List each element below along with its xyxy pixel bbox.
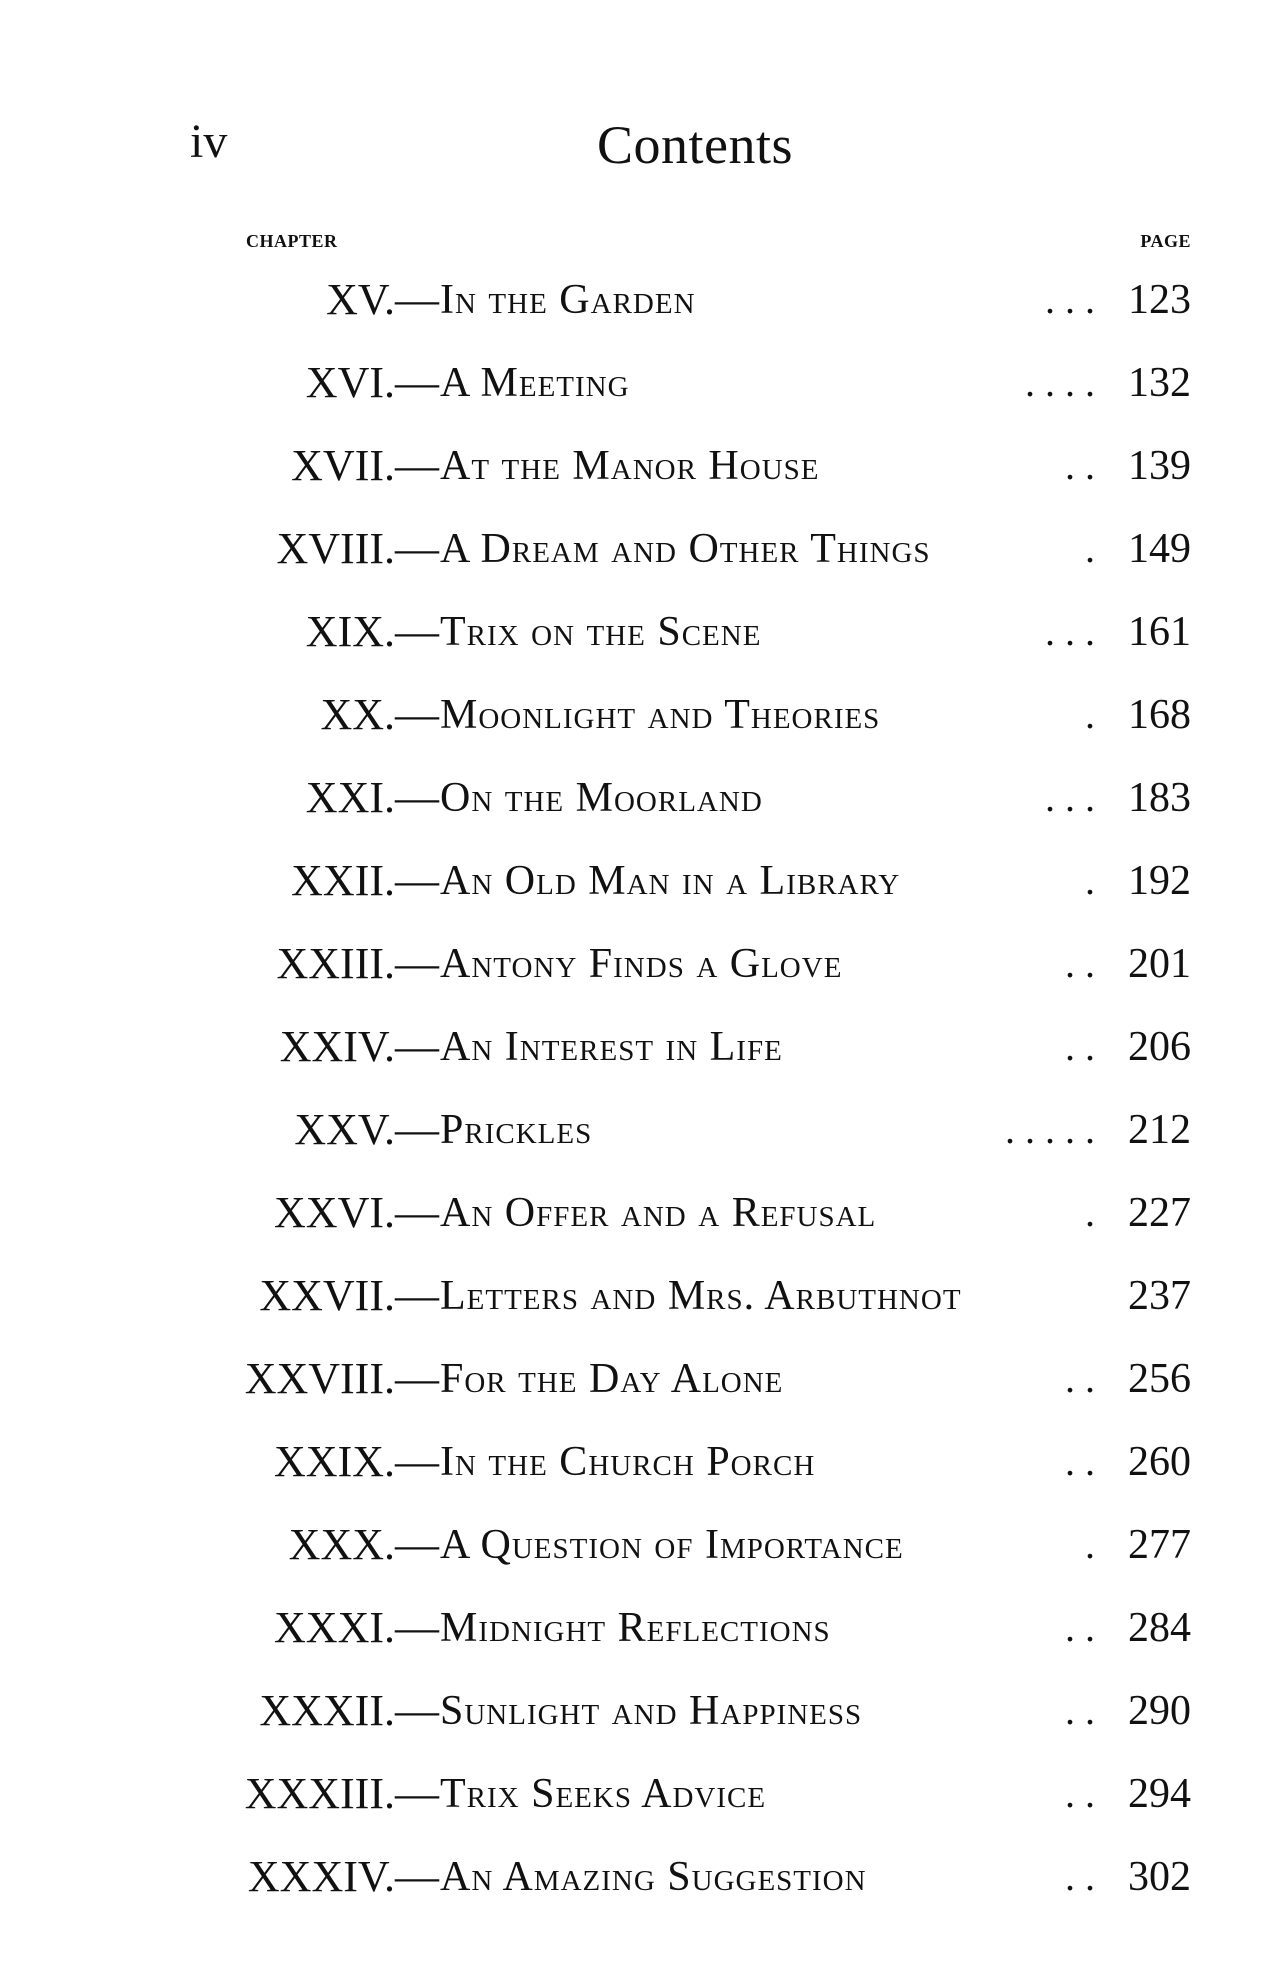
toc-entry (0, 1266, 1275, 1326)
dot-leader: . . (1065, 1688, 1095, 1733)
chapter-title: A Question of Importance (440, 1522, 904, 1568)
chapter-page: 168 (1128, 692, 1191, 738)
chapter-page: 201 (1128, 941, 1191, 987)
chapter-numeral: XXXI. (274, 1603, 395, 1652)
toc-entry (0, 1681, 1275, 1741)
toc-entry (0, 1598, 1275, 1658)
chapter-numeral: XXVI. (274, 1188, 395, 1237)
toc-entry (0, 270, 1275, 330)
chapter-title: Trix on the Scene (440, 609, 762, 655)
dot-leader: . (1085, 526, 1095, 571)
toc-entry (0, 436, 1275, 496)
dot-leader: . . . . (1025, 360, 1095, 405)
chapter-title: Trix Seeks Advice (440, 1771, 767, 1817)
toc-entry (0, 685, 1275, 745)
chapter-title: An Old Man in a Library (440, 858, 901, 904)
chapter-title: At the Manor House (440, 443, 820, 489)
dot-leader: . (1085, 1522, 1095, 1567)
chapter-numeral: XXIII. (276, 939, 395, 988)
chapter-dash: — (395, 856, 439, 905)
dot-leader: . (1085, 692, 1095, 737)
chapter-title: Prickles (440, 1107, 593, 1153)
dot-leader: . . (1065, 1024, 1095, 1069)
dot-leader: . . (1065, 1854, 1095, 1899)
dot-leader: . . . (1045, 277, 1095, 322)
page-title: Contents (596, 115, 793, 175)
chapter-page: 290 (1128, 1688, 1191, 1734)
chapter-dash: — (395, 1520, 439, 1569)
toc-entry (0, 768, 1275, 828)
chapter-title: An Offer and a Refusal (440, 1190, 877, 1236)
chapter-dash: — (395, 1852, 439, 1901)
chapter-numeral: XXV. (294, 1105, 395, 1154)
chapter-title: Letters and Mrs. Arbuthnot (440, 1273, 962, 1319)
chapter-dash: — (395, 441, 439, 490)
chapter-numeral: XXIV. (279, 1022, 395, 1071)
chapter-dash: — (395, 275, 439, 324)
chapter-page: 302 (1128, 1854, 1191, 1900)
chapter-numeral: XV. (326, 275, 395, 324)
chapter-title: A Dream and Other Things (440, 526, 931, 572)
toc-entry (0, 851, 1275, 911)
chapter-page: 284 (1128, 1605, 1191, 1651)
toc-entry (0, 1515, 1275, 1575)
dot-leader: . . (1065, 1771, 1095, 1816)
chapter-title: On the Moorland (440, 775, 763, 821)
chapter-numeral: XVIII. (276, 524, 395, 573)
chapter-numeral: XXXIII. (244, 1769, 395, 1818)
chapter-title: Sunlight and Happiness (440, 1688, 863, 1734)
chapter-page: 256 (1128, 1356, 1191, 1402)
toc-entry (0, 934, 1275, 994)
chapter-title: For the Day Alone (440, 1356, 784, 1402)
chapter-title: An Interest in Life (440, 1024, 783, 1070)
chapter-numeral: XXI. (305, 773, 395, 822)
page-column-label: PAGE (1140, 231, 1191, 251)
chapter-title: An Amazing Suggestion (440, 1854, 867, 1900)
chapter-title: Antony Finds a Glove (440, 941, 843, 987)
chapter-numeral: XXVII. (259, 1271, 395, 1320)
chapter-title: In the Church Porch (440, 1439, 816, 1485)
toc-entry (0, 1764, 1275, 1824)
toc-entry (0, 353, 1275, 413)
chapter-numeral: XXVIII. (244, 1354, 395, 1403)
chapter-page: 294 (1128, 1771, 1191, 1817)
dot-leader: . . (1065, 443, 1095, 488)
toc-entry (0, 602, 1275, 662)
dot-leader: . . (1065, 1605, 1095, 1650)
chapter-dash: — (395, 1437, 439, 1486)
chapter-page: 206 (1128, 1024, 1191, 1070)
chapter-page: 139 (1128, 443, 1191, 489)
chapter-numeral: XXII. (291, 856, 395, 905)
chapter-page: 237 (1128, 1273, 1191, 1319)
chapter-numeral: XX. (320, 690, 395, 739)
chapter-numeral: XIX. (305, 607, 395, 656)
dot-leader (740, 1266, 1095, 1326)
dot-leader: . . (1065, 1439, 1095, 1484)
chapter-dash: — (395, 358, 439, 407)
toc-entry (0, 1847, 1275, 1907)
chapter-dash: — (395, 1022, 439, 1071)
chapter-page: 161 (1128, 609, 1191, 655)
chapter-dash: — (395, 1603, 439, 1652)
chapter-page: 183 (1128, 775, 1191, 821)
chapter-dash: — (395, 939, 439, 988)
chapter-numeral: XXIX. (274, 1437, 395, 1486)
chapter-numeral: XXX. (288, 1520, 395, 1569)
dot-leader: . . . (1045, 775, 1095, 820)
chapter-dash: — (395, 607, 439, 656)
chapter-dash: — (395, 1105, 439, 1154)
chapter-dash: — (395, 524, 439, 573)
chapter-numeral: XVII. (291, 441, 395, 490)
toc-entry (0, 1100, 1275, 1160)
toc-entry (0, 1017, 1275, 1077)
chapter-title: In the Garden (440, 277, 696, 323)
chapter-page: 227 (1128, 1190, 1191, 1236)
chapter-dash: — (395, 1188, 439, 1237)
chapter-page: 277 (1128, 1522, 1191, 1568)
chapter-dash: — (395, 690, 439, 739)
dot-leader: . . . . . (1005, 1107, 1095, 1152)
chapter-column-label: CHAPTER (246, 231, 338, 251)
chapter-numeral: XVI. (305, 358, 395, 407)
dot-leader: . . (1065, 1356, 1095, 1401)
chapter-page: 132 (1128, 360, 1191, 406)
chapter-dash: — (395, 1686, 439, 1735)
chapter-page: 192 (1128, 858, 1191, 904)
chapter-dash: — (395, 1271, 439, 1320)
chapter-dash: — (395, 1354, 439, 1403)
dot-leader: . . (1065, 941, 1095, 986)
chapter-page: 123 (1128, 277, 1191, 323)
page-number: iv (190, 115, 228, 168)
dot-leader: . (1085, 858, 1095, 903)
chapter-dash: — (395, 773, 439, 822)
chapter-title: A Meeting (440, 360, 630, 406)
chapter-numeral: XXXIV. (247, 1852, 395, 1901)
chapter-page: 149 (1128, 526, 1191, 572)
chapter-title: Moonlight and Theories (440, 692, 881, 738)
dot-leader: . . . (1045, 609, 1095, 654)
chapter-dash: — (395, 1769, 439, 1818)
chapter-page: 260 (1128, 1439, 1191, 1485)
toc-entry (0, 1183, 1275, 1243)
chapter-numeral: XXXII. (259, 1686, 395, 1735)
dot-leader: . (1085, 1190, 1095, 1235)
chapter-title: Midnight Reflections (440, 1605, 831, 1651)
chapter-page: 212 (1128, 1107, 1191, 1153)
toc-entry (0, 519, 1275, 579)
toc-entry (0, 1432, 1275, 1492)
toc-entry (0, 1349, 1275, 1409)
